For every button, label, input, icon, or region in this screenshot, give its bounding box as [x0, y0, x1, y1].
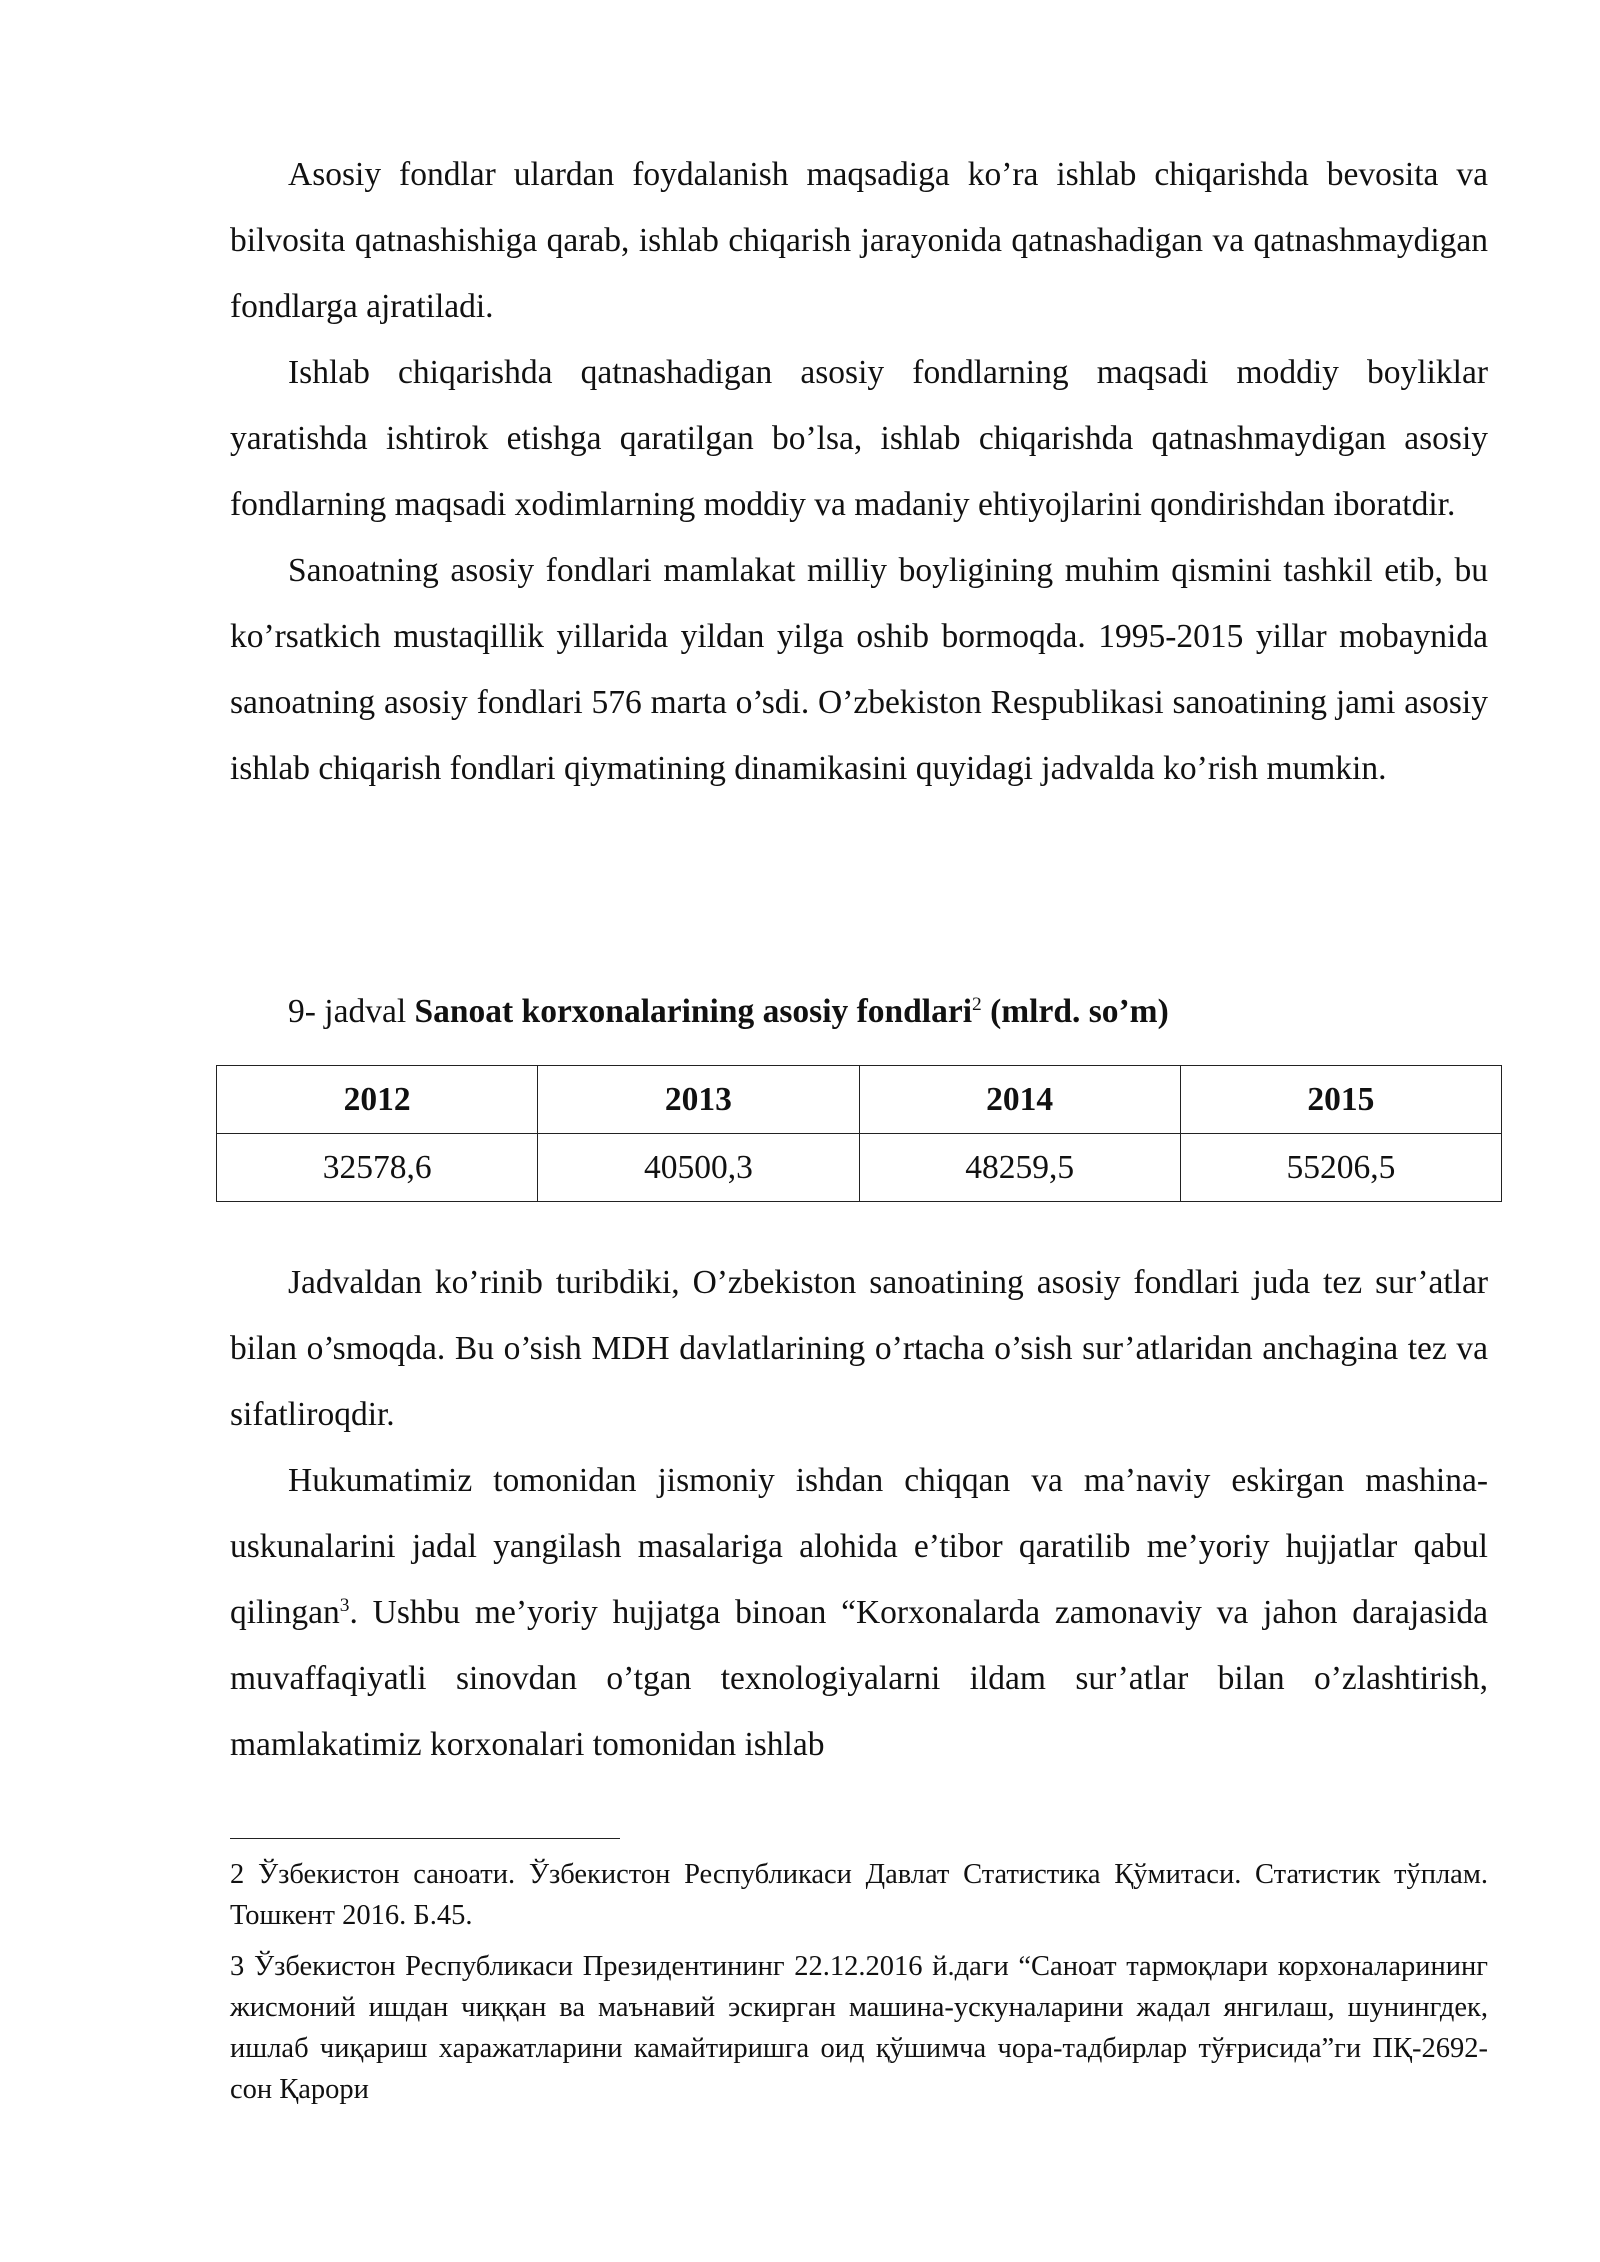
footnote: 3 Ўзбекистон Республикаси Президентининг 22.12.2016 й.даги “Саноат тармоқлари корхоналарининг жисмоний ишдан чиққан ва маънавий эскирган машина-ускуналарини жадал янгилаш, шунингдек, ишлаб чиқариш харажатларини камайтиришга оид қўшимча чора-тадбирлар тўғрисида”ги ПҚ-2692-сон Қарори — [230, 1951, 1488, 2105]
fund-value: 48259,5 — [859, 1134, 1180, 1202]
paragraph-part: . Ushbu me’yoriy hujjatga binoan “Korxonalarda zamonaviy va jahon darajasida muvaffaqiyatli sinovdan o’tgan texnologiyalarni ildam sur’atlar bilan o’zlashtirish, mamlakatimiz korxonalari tomonidan ishlab — [230, 1594, 1488, 1763]
fund-value: 55206,5 — [1180, 1134, 1501, 1202]
paragraph: Ishlab chiqarishda qatnashadigan asosiy fondlarning maqsadi moddiy boyliklar yaratishda ishtirok etishga qaratilgan bo’lsa, ishlab chiqarishda qatnashmaydigan asosiy fondlarning maqsadi xodimlarning moddiy va madaniy ehtiyojlarini qondirishdan iboratdir. — [230, 354, 1488, 523]
table-row — [217, 1134, 1502, 1202]
caption-title: Sanoat korxonalarining asosiy fondlari — [414, 993, 973, 1030]
footnote-ref: 3 — [339, 1594, 350, 1616]
table-header-row — [217, 1066, 1502, 1134]
footnote: 2 Ўзбекистон саноати. Ўзбекистон Республикаси Давлат Статистика Қўмитаси. Статистик тўплам. Тошкент 2016. Б.45. — [230, 1859, 1488, 1931]
table-caption — [288, 990, 1169, 1034]
paragraph: Sanoatning asosiy fondlari mamlakat milliy boyligining muhim qismini tashkil etib, bu ko’rsatkich mustaqillik yillarida yildan yilga oshib bormoqda. 1995-2015 yillar mobaynida sanoatning asosiy fondlari 576 marta o’sdi. O’zbekiston Respublikasi sanoatining jami asosiy ishlab chiqarish fondlari qiymatining dinamikasini quyidagi jadvalda ko’rish mumkin. — [230, 552, 1488, 787]
paragraph-part: Hukumatimiz tomonidan jismoniy ishdan chiqqan va ma’naviy eskirgan mashina-uskunalarini jadal yangilash masalariga alohida e’tibor qaratilib me’yoriy hujjatlar qabul qilingan — [230, 1462, 1488, 1631]
caption-unit: (mlrd. so’m) — [981, 993, 1169, 1030]
fund-value: 32578,6 — [217, 1134, 538, 1202]
footnote-divider — [230, 1838, 620, 1839]
year-header: 2012 — [217, 1066, 538, 1134]
footnote-ref: 2 — [972, 993, 982, 1015]
body-text-top — [230, 142, 1488, 802]
caption-prefix: 9- jadval — [288, 993, 415, 1030]
paragraph — [230, 1448, 1488, 1778]
paragraph: Asosiy fondlar ulardan foydalanish maqsadiga ko’ra ishlab chiqarishda bevosita va bilvosita qatnashishiga qarab, ishlab chiqarish jarayonida qatnashadigan va qatnashmaydigan fondlarga ajratiladi. — [230, 156, 1488, 325]
year-header: 2014 — [859, 1066, 1180, 1134]
year-header: 2013 — [538, 1066, 859, 1134]
funds-table — [216, 1065, 1502, 1202]
footnotes — [230, 1854, 1488, 2120]
paragraph: Jadvaldan ko’rinib turibdiki, O’zbekiston sanoatining asosiy fondlari juda tez sur’atlar bilan o’smoqda. Bu o’sish MDH davlatlarining o’rtacha o’sish sur’atlaridan anchagina tez va sifatliroqdir. — [230, 1264, 1488, 1433]
body-text-bottom — [230, 1250, 1488, 1778]
fund-value: 40500,3 — [538, 1134, 859, 1202]
year-header: 2015 — [1180, 1066, 1501, 1134]
